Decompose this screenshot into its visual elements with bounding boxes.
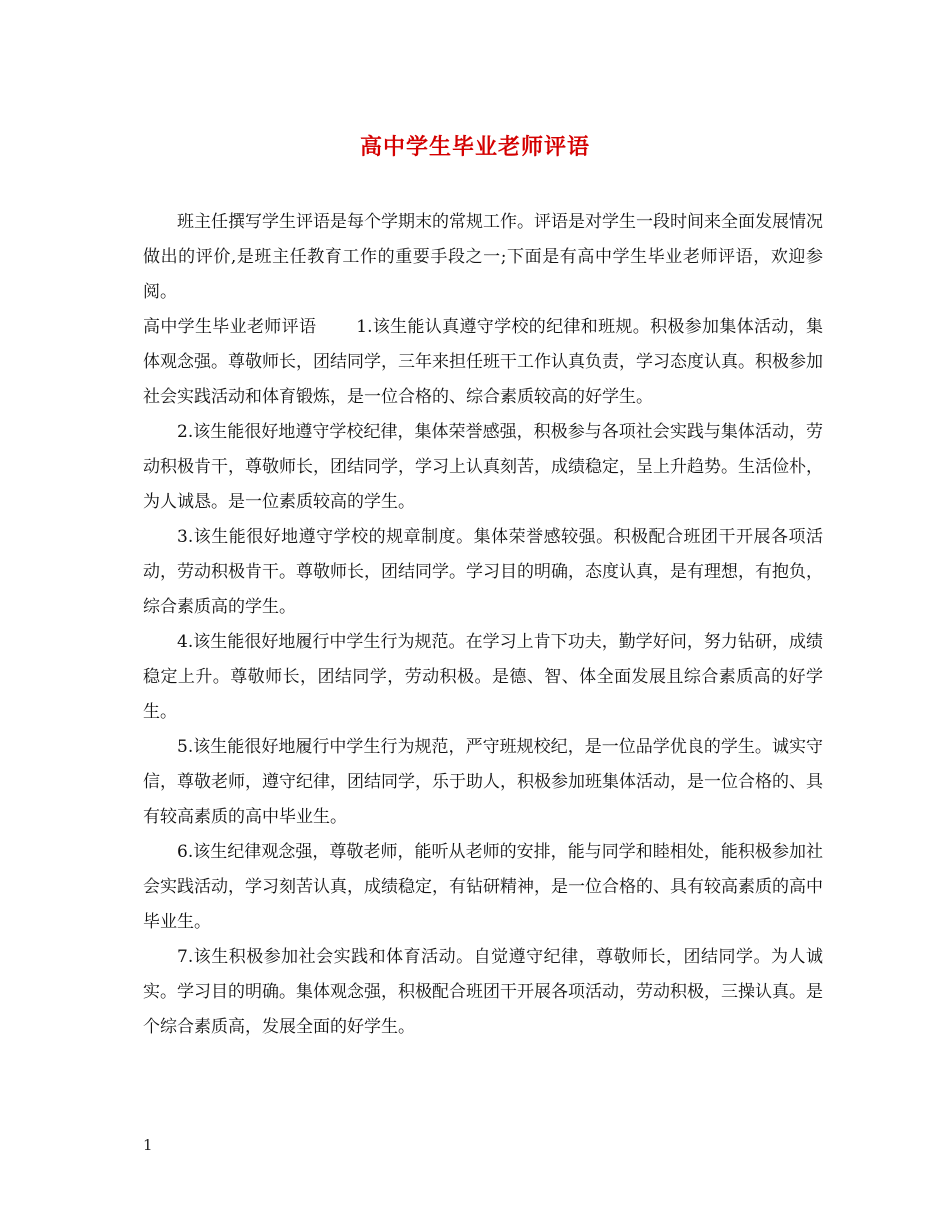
page-number: 1 xyxy=(143,1136,153,1154)
intro-paragraph: 班主任撰写学生评语是每个学期末的常规工作。评语是对学生一段时间来全面发展情况做出的评价,是班主任教育工作的重要手段之一;下面是有高中学生毕业老师评语，欢迎参阅。 xyxy=(143,212,823,302)
item-1: 1.该生能认真遵守学校的纪律和班规。积极参加集体活动，集体观念强。尊敬师长，团结同学，三年来担任班干工作认真负责，学习态度认真。积极参加社会实践活动和体育锻炼，是一位合格的、综合素质较高的好学生。 xyxy=(143,317,824,407)
item-4: 4.该生能很好地履行中学生行为规范。在学习上肯下功夫，勤学好问，努力钻研，成绩稳定上升。尊敬师长，团结同学，劳动积极。是德、智、体全面发展且综合素质高的好学生。 xyxy=(143,632,823,722)
section-heading: 高中学生毕业老师评语 xyxy=(143,317,317,337)
item-5: 5.该生能很好地履行中学生行为规范，严守班规校纪，是一位品学优良的学生。诚实守信，尊敬老师，遵守纪律，团结同学，乐于助人，积极参加班集体活动，是一位合格的、具有较高素质的高中毕业生。 xyxy=(143,737,823,827)
first-item-paragraph xyxy=(143,310,823,415)
document-title: 高中学生毕业老师评语 xyxy=(359,134,590,160)
item-2: 2.该生能很好地遵守学校纪律，集体荣誉感强，积极参与各项社会实践与集体活动，劳动积极肯干，尊敬师长，团结同学，学习上认真刻苦，成绩稳定，呈上升趋势。生活俭朴，为人诚恳。是一位素质较高的学生。 xyxy=(143,422,823,512)
item-6: 6.该生纪律观念强，尊敬老师，能听从老师的安排，能与同学和睦相处，能积极参加社会实践活动，学习刻苦认真，成绩稳定，有钻研精神，是一位合格的、具有较高素质的高中毕业生。 xyxy=(143,842,823,932)
item-7: 7.该生积极参加社会实践和体育活动。自觉遵守纪律，尊敬师长，团结同学。为人诚实。学习目的明确。集体观念强，积极配合班团干开展各项活动，劳动积极，三操认真。是个综合素质高，发展全面的好学生。 xyxy=(143,947,823,1037)
item-3: 3.该生能很好地遵守学校的规章制度。集体荣誉感较强。积极配合班团干开展各项活动，劳动积极肯干。尊敬师长，团结同学。学习目的明确，态度认真，是有理想，有抱负，综合素质高的学生。 xyxy=(143,527,823,617)
document-body xyxy=(143,205,823,1045)
